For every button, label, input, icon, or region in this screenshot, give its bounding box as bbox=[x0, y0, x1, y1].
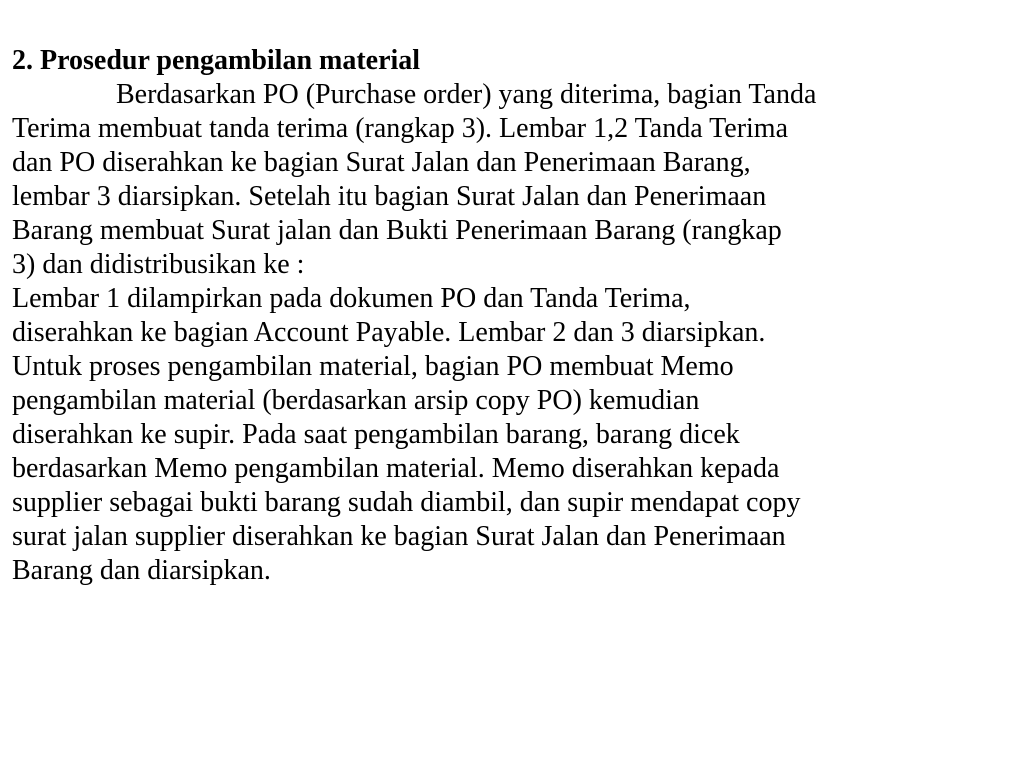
text-line: 3) dan didistribusikan ke : bbox=[12, 249, 305, 280]
text-line: dan PO diserahkan ke bagian Surat Jalan dan Penerimaan Barang, bbox=[12, 147, 751, 178]
text-line: Lembar 1 dilampirkan pada dokumen PO dan Tanda Terima, bbox=[12, 283, 691, 314]
text-line: diserahkan ke supir. Pada saat pengambilan barang, barang dicek bbox=[12, 419, 740, 450]
text-line: pengambilan material (berdasarkan arsip copy PO) kemudian bbox=[12, 385, 700, 416]
text-line: Barang dan diarsipkan. bbox=[12, 555, 271, 586]
text-line: supplier sebagai bukti barang sudah diambil, dan supir mendapat copy bbox=[12, 487, 801, 518]
text-line: Untuk proses pengambilan material, bagian PO membuat Memo bbox=[12, 351, 734, 382]
text-line: Terima membuat tanda terima (rangkap 3). Lembar 1,2 Tanda Terima bbox=[12, 113, 789, 144]
text-line: surat jalan supplier diserahkan ke bagian Surat Jalan dan Penerimaan bbox=[12, 521, 786, 552]
slide-content bbox=[12, 44, 1016, 588]
text-line: diserahkan ke bagian Account Payable. Lembar 2 dan 3 diarsipkan. bbox=[12, 317, 766, 348]
text-line: lembar 3 diarsipkan. Setelah itu bagian Surat Jalan dan Penerimaan bbox=[12, 181, 767, 212]
text-line: Berdasarkan PO (Purchase order) yang diterima, bagian Tanda bbox=[116, 79, 817, 110]
text-line: Barang membuat Surat jalan dan Bukti Penerimaan Barang (rangkap bbox=[12, 215, 782, 246]
text-line: berdasarkan Memo pengambilan material. Memo diserahkan kepada bbox=[12, 453, 780, 484]
section-heading: 2. Prosedur pengambilan material bbox=[12, 45, 421, 76]
body-paragraph bbox=[12, 78, 1016, 588]
